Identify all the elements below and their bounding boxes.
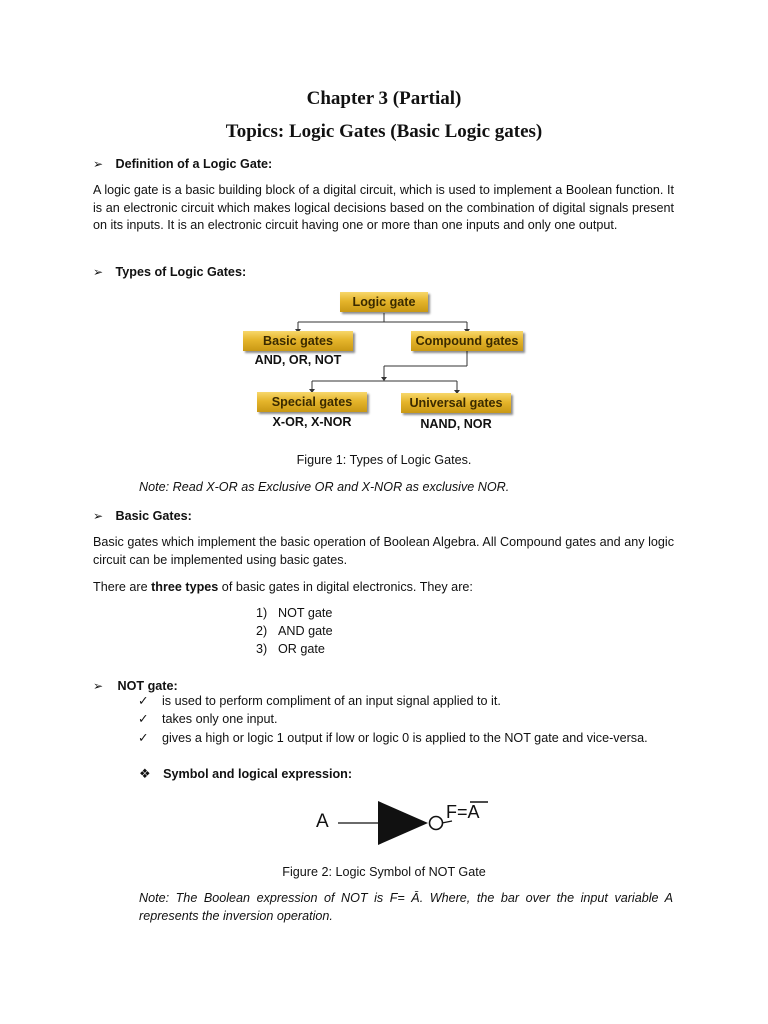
figure2-note: Note: The Boolean expression of NOT is F= Ā. Where, the bar over the input variable A represents the inversion operation.: [139, 891, 673, 923]
universal-gates-sub: NAND, NOR: [420, 417, 492, 431]
three-types-line: [93, 579, 674, 597]
figure1-note: Note: Read X-OR as Exclusive OR and X-NOR as exclusive NOR.: [139, 480, 510, 494]
list-item: [256, 641, 333, 659]
check-icon: ✓: [138, 712, 149, 727]
definition-heading: Definition of a Logic Gate:: [115, 157, 273, 171]
arrow-bullet-icon: ➢: [93, 679, 104, 693]
basic-gates-sub: AND, OR, NOT: [254, 353, 342, 367]
special-gates-box: Special gates: [257, 392, 367, 412]
point-text: takes only one input.: [162, 712, 278, 727]
check-icon: ✓: [138, 730, 149, 745]
types-diagram-connectors: [0, 0, 768, 460]
three-types-bold: three types: [151, 580, 219, 594]
basic-gates-heading: Basic Gates:: [115, 509, 192, 523]
list-item-label: AND gate: [278, 623, 333, 638]
compound-gates-box: Compound gates: [411, 331, 523, 351]
inversion-bubble-icon: [430, 817, 443, 830]
list-item: [138, 692, 648, 710]
three-types-before: There are: [93, 580, 152, 594]
diamond-bullet-icon: ❖: [139, 766, 151, 781]
definition-paragraph: A logic gate is a basic building block of a digital circuit, which is used to implement a Boolean function. It is an electronic circuit which makes logical decisions based on the combination of digital signals present on its inputs. It is an electronic circuit having one or more than one inputs and only one output.: [93, 183, 674, 233]
logic-gate-box: Logic gate: [340, 292, 428, 312]
point-text: gives a high or logic 1 output if low or logic 0 is applied to the NOT gate and vice-versa.: [162, 730, 648, 745]
symbol-heading: Symbol and logical expression:: [163, 767, 353, 781]
arrow-bullet-icon: ➢: [93, 157, 104, 171]
chapter-title: Chapter 3 (Partial): [306, 88, 462, 109]
special-gates-sub: X-OR, X-NOR: [272, 415, 352, 429]
list-item-label: NOT gate: [278, 606, 333, 620]
list-item-number: 1): [256, 606, 268, 620]
basic-gates-heading-row: [93, 507, 192, 525]
check-icon: ✓: [138, 694, 149, 708]
list-item: [256, 623, 333, 641]
list-item: [256, 605, 333, 623]
types-heading: Types of Logic Gates:: [115, 265, 247, 279]
point-text: is used to perform compliment of an input signal applied to it.: [162, 694, 501, 708]
arrow-bullet-icon: ➢: [93, 509, 104, 523]
basic-gates-list: [256, 605, 333, 658]
figure2-caption: Figure 2: Logic Symbol of NOT Gate: [282, 865, 486, 879]
list-item: [138, 710, 648, 728]
not-gate-heading: NOT gate:: [117, 679, 178, 693]
arrow-bullet-icon: ➢: [93, 265, 104, 279]
list-item: [138, 729, 648, 747]
input-label: A: [316, 811, 329, 832]
topic-title: Topics: Logic Gates (Basic Logic gates): [225, 121, 543, 142]
list-item-number: 3): [256, 641, 268, 656]
basic-gates-box: Basic gates: [243, 331, 353, 351]
list-item-label: OR gate: [278, 641, 325, 656]
figure1-caption: Figure 1: Types of Logic Gates.: [296, 453, 472, 467]
not-gate-points: [138, 692, 648, 747]
symbol-heading-row: [139, 765, 352, 783]
not-gate-triangle-icon: [378, 801, 428, 845]
list-item-number: 2): [256, 623, 268, 638]
three-types-after: of basic gates in digital electronics. They are:: [218, 580, 473, 594]
universal-gates-box: Universal gates: [401, 393, 511, 413]
basic-gates-paragraph: Basic gates which implement the basic operation of Boolean Algebra. All Compound gates and any logic circuit can be implemented using basic gates.: [93, 535, 674, 567]
output-label: F=A: [446, 802, 480, 822]
